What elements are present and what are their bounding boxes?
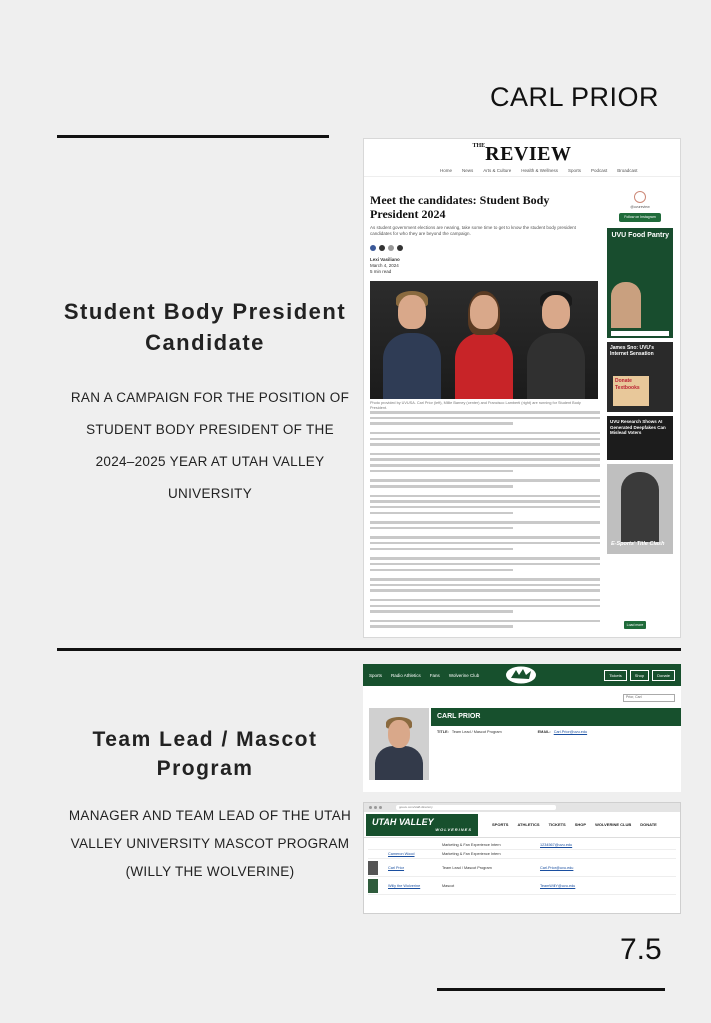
- search-input[interactable]: Prior, Carl: [623, 694, 675, 702]
- nav-item[interactable]: Arts & Culture: [483, 168, 512, 173]
- article-sidebar: [604, 187, 676, 558]
- photo-caption: Photo provided by UVUSA. Carl Prior (left), Millie Barney (center) and Francisco Lamberti (right) are running for Student Body President.: [370, 401, 581, 410]
- byline: [370, 257, 400, 275]
- nav-item[interactable]: ATHLETICS: [517, 822, 540, 827]
- nav-item[interactable]: WOLVERINE CLUB: [595, 822, 632, 827]
- bottom-rule: [437, 988, 665, 991]
- desc-line: 2024–2025 YEAR AT UTAH VALLEY: [95, 454, 325, 469]
- nav-item[interactable]: Health & Wellness: [521, 168, 558, 173]
- shop-button[interactable]: Shop: [630, 670, 649, 681]
- table-row: [368, 859, 676, 877]
- ad-title: UVU Research Shows AI Generated Deepfakes Can Mislead Voters: [610, 419, 666, 435]
- ad-title: James Sno: UVU's Internet Sensation: [610, 345, 654, 357]
- table-row: [368, 877, 676, 895]
- ad-sign: Donate Textbooks: [613, 376, 649, 406]
- directory-screenshot: [363, 802, 681, 914]
- email-link[interactable]: Carl.Prior@uvu.edu: [553, 730, 588, 734]
- nav-item[interactable]: SPORTS: [492, 822, 509, 827]
- ad-research[interactable]: [607, 416, 673, 460]
- article-screenshot: [363, 138, 681, 638]
- uvu-logo[interactable]: [366, 814, 478, 836]
- staff-email[interactable]: Carl.Prior@uvu.edu: [540, 865, 574, 870]
- header-name: CARL PRIOR: [490, 82, 660, 112]
- candidate-figure: [381, 287, 443, 399]
- table-row: [368, 850, 676, 859]
- logo-small: WOLVERINES: [435, 826, 472, 832]
- desc-line: VALLEY UNIVERSITY MASCOT PROGRAM: [70, 836, 350, 851]
- staff-name[interactable]: Carl Prior: [388, 865, 405, 870]
- section2-description: [30, 802, 390, 886]
- instagram-handle: @uvureview: [630, 205, 650, 209]
- uvu-header: [364, 812, 680, 838]
- address-bar[interactable]: gouvu.com/staff-directory: [396, 805, 556, 810]
- nav-item[interactable]: News: [462, 168, 474, 173]
- section1-heading-line2: Candidate: [145, 329, 265, 355]
- athletics-nav: [363, 664, 681, 686]
- candidate-figure: [525, 287, 587, 399]
- staff-name[interactable]: Cameron Wood: [388, 852, 415, 856]
- profile-name-header: CARL PRIOR: [431, 708, 681, 726]
- section1-description: [30, 382, 390, 510]
- ad-title: UVU Food Pantry: [611, 232, 669, 239]
- profile-photo: [369, 708, 429, 780]
- title-value: Team Lead / Mascot Program: [451, 730, 502, 734]
- section2-heading: [40, 725, 370, 784]
- article-lede: As student government elections are nearing, take some time to get to know the student body president candidates for who they are beyond the campaign.: [370, 225, 576, 236]
- staff-table: [368, 841, 676, 895]
- staff-title: Marketing & Fan Experience Intern: [442, 843, 501, 847]
- ad-food-pantry[interactable]: [607, 228, 673, 338]
- load-more-button[interactable]: Load more: [624, 621, 646, 629]
- section1-heading-line1: Student Body President: [63, 299, 347, 324]
- follow-instagram-button[interactable]: Follow on Instagram: [619, 213, 661, 222]
- nav-item[interactable]: Wolverine Club: [448, 672, 480, 678]
- staff-title: Mascot: [442, 883, 455, 888]
- nav-item[interactable]: Sports: [567, 168, 581, 173]
- instagram-avatar: [634, 191, 646, 203]
- desc-line: RAN A CAMPAIGN FOR THE POSITION OF: [70, 390, 350, 405]
- staff-title: Team Lead / Mascot Program: [442, 865, 492, 870]
- share-row: [370, 245, 403, 251]
- article-nav: [364, 166, 680, 177]
- middle-rule: [57, 648, 681, 651]
- table-row: [368, 841, 676, 850]
- title-label: TITLE:: [437, 730, 449, 734]
- twitter-icon[interactable]: [379, 245, 385, 251]
- staff-photo: [368, 879, 378, 893]
- desc-line: (WILLY THE WOLVERINE): [125, 864, 295, 879]
- staff-photo: [368, 861, 378, 875]
- ad-internet-sensation[interactable]: [607, 342, 673, 412]
- nav-item[interactable]: Fans: [429, 672, 440, 678]
- desc-line: UNIVERSITY: [167, 486, 252, 501]
- staff-email[interactable]: 1234567@uvu.edu: [540, 843, 573, 847]
- section2-heading-line2: Program: [156, 757, 254, 781]
- nav-item[interactable]: Home: [440, 168, 453, 173]
- uvu-nav: [492, 822, 657, 827]
- section2-heading-line1: Team Lead / Mascot: [92, 728, 318, 751]
- staff-email[interactable]: TeamWillY@uvu.edu: [540, 883, 576, 888]
- article-body: [370, 411, 600, 631]
- profile-screenshot: [363, 664, 681, 792]
- logo-small-text: THE: [472, 143, 486, 149]
- read-time: 5 min read: [370, 269, 392, 274]
- review-logo: [364, 139, 680, 166]
- nav-item[interactable]: SHOP: [574, 822, 587, 827]
- article-title: Meet the candidates: Student Body President 2024: [370, 193, 550, 221]
- tickets-button[interactable]: Tickets: [604, 670, 627, 681]
- staff-title: Marketing & Fan Experience Intern: [442, 852, 501, 856]
- candidates-photo: [370, 281, 598, 399]
- staff-name[interactable]: Willy the Wolverine: [388, 883, 421, 888]
- browser-chrome: [364, 803, 680, 812]
- section1-heading: [40, 297, 370, 359]
- nav-item[interactable]: Sports: [369, 672, 383, 678]
- profile-fields: [437, 730, 587, 734]
- email-icon[interactable]: [388, 245, 394, 251]
- candidate-figure: [453, 287, 515, 399]
- nav-item[interactable]: Podcast: [591, 168, 608, 173]
- desc-line: MANAGER AND TEAM LEAD OF THE UTAH: [68, 808, 352, 823]
- donate-button[interactable]: Donate: [652, 670, 675, 681]
- ad-title: E-Sports' Title Clash: [611, 541, 665, 547]
- nav-item[interactable]: DONATE: [640, 822, 657, 827]
- wolverine-logo-icon[interactable]: [505, 666, 537, 684]
- page-number: 7.5: [620, 933, 662, 966]
- logo-big: UTAH VALLEY: [372, 816, 434, 827]
- nav-item[interactable]: Radio Athletics: [391, 672, 421, 678]
- desc-line: STUDENT BODY PRESIDENT OF THE: [86, 422, 334, 437]
- nav-item[interactable]: Broadcast: [617, 168, 638, 173]
- date: March 4, 2024: [370, 263, 399, 268]
- author[interactable]: Lexi Vasiliano: [370, 257, 400, 262]
- ad-esports[interactable]: [607, 464, 673, 554]
- facebook-icon[interactable]: [370, 245, 376, 251]
- email-label: EMAIL:: [537, 730, 551, 734]
- logo-text: REVIEW: [485, 143, 572, 165]
- link-icon[interactable]: [397, 245, 403, 251]
- nav-item[interactable]: TICKETS: [548, 822, 566, 827]
- top-rule: [57, 135, 329, 138]
